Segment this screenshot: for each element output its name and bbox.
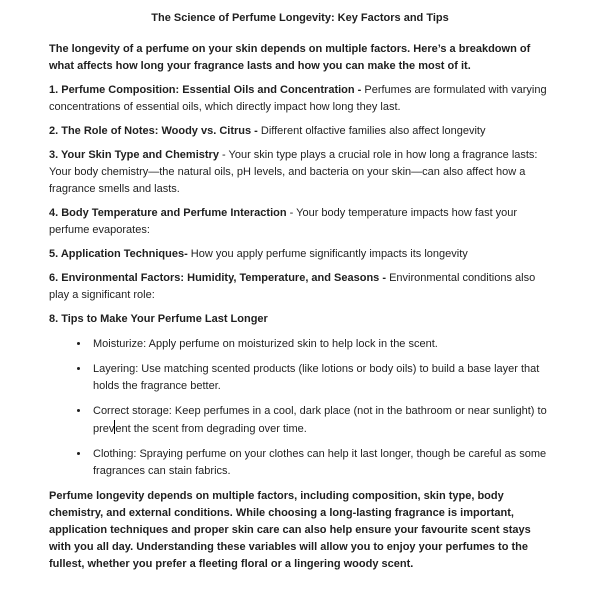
section-paragraph-composition[interactable] (49, 82, 551, 116)
conclusion-paragraph[interactable]: Perfume longevity depends on multiple factors, including composition, skin type, body chemistry, and external conditions. While choosing a long-lasting fragrance is important, application techniques and proper skin care can also help ensure your favourite scent stays with you all day. Understanding these variables will allow you to enjoy your perfumes to the fullest, whether you prefer a fleeting floral or a lingering woody scent. (49, 490, 531, 570)
intro-paragraph[interactable]: The longevity of a perfume on your skin depends on multiple factors. Here’s a breakdown of what affects how long your fragrance lasts and how you can make the most of it. (49, 43, 531, 72)
section-body-environment: Environmental conditions also play a significant role: (49, 272, 536, 301)
section-heading-notes: 2. The Role of Notes: Woody vs. Citrus - (49, 125, 258, 137)
tip-item-clothing[interactable]: • Clothing: Spraying perfume on your clothes can help it last longer, though be careful as some fragrances can stain fabrics. (90, 446, 551, 480)
section-paragraph-notes[interactable] (49, 123, 551, 140)
section-heading-skin-type: 3. Your Skin Type and Chemistry (49, 149, 219, 161)
section-paragraph-skin-type[interactable] (49, 147, 551, 198)
tips-heading-text: 8. Tips to Make Your Perfume Last Longer (49, 313, 268, 325)
tips-list (49, 336, 551, 480)
page-title: The Science of Perfume Longevity: Key Factors and Tips (151, 12, 449, 24)
section-heading-application: 5. Application Techniques- (49, 248, 188, 260)
section-heading-environment: 6. Environmental Factors: Humidity, Temperature, and Seasons - (49, 272, 387, 284)
section-body-notes: Different olfactive families also affect longevity (257, 125, 486, 137)
tip-item-layering[interactable]: • Layering: Use matching scented products (like lotions or body oils) to build a base layer that holds the fragrance better. (90, 361, 551, 395)
section-body-composition: Perfumes are formulated with varying concentrations of essential oils, which directly impact how long they last. (49, 84, 547, 113)
tip-storage-text-before-cursor: Correct storage: Keep perfumes in a cool, dark place (not in the bathroom or near sunlight) to prev (93, 405, 547, 435)
section-paragraph-body-temperature[interactable] (49, 205, 551, 239)
section-heading-body-temperature: 4. Body Temperature and Perfume Interaction (49, 207, 287, 219)
section-body-body-temperature: - Your body temperature impacts how fast your perfume evaporates: (49, 207, 518, 236)
section-body-application: How you apply perfume significantly impacts its longevity (187, 248, 468, 260)
tip-item-storage[interactable] (90, 403, 551, 438)
section-paragraph-application[interactable] (49, 246, 551, 263)
section-heading-tips[interactable] (49, 311, 551, 328)
tip-storage-text-after-cursor: ent the scent from degrading over time. (115, 423, 307, 435)
section-body-skin-type: - Your skin type plays a crucial role in how long a fragrance lasts: Your body chemistry—the natural oils, pH levels, and bacteria on your skin—can also affect how a fragrance smells and lasts. (49, 149, 538, 195)
section-paragraph-environment[interactable] (49, 270, 551, 304)
tip-item-moisturize[interactable]: • Moisturize: Apply perfume on moisturized skin to help lock in the scent. (90, 336, 551, 353)
section-heading-composition: 1. Perfume Composition: Essential Oils and Concentration - (49, 84, 362, 96)
